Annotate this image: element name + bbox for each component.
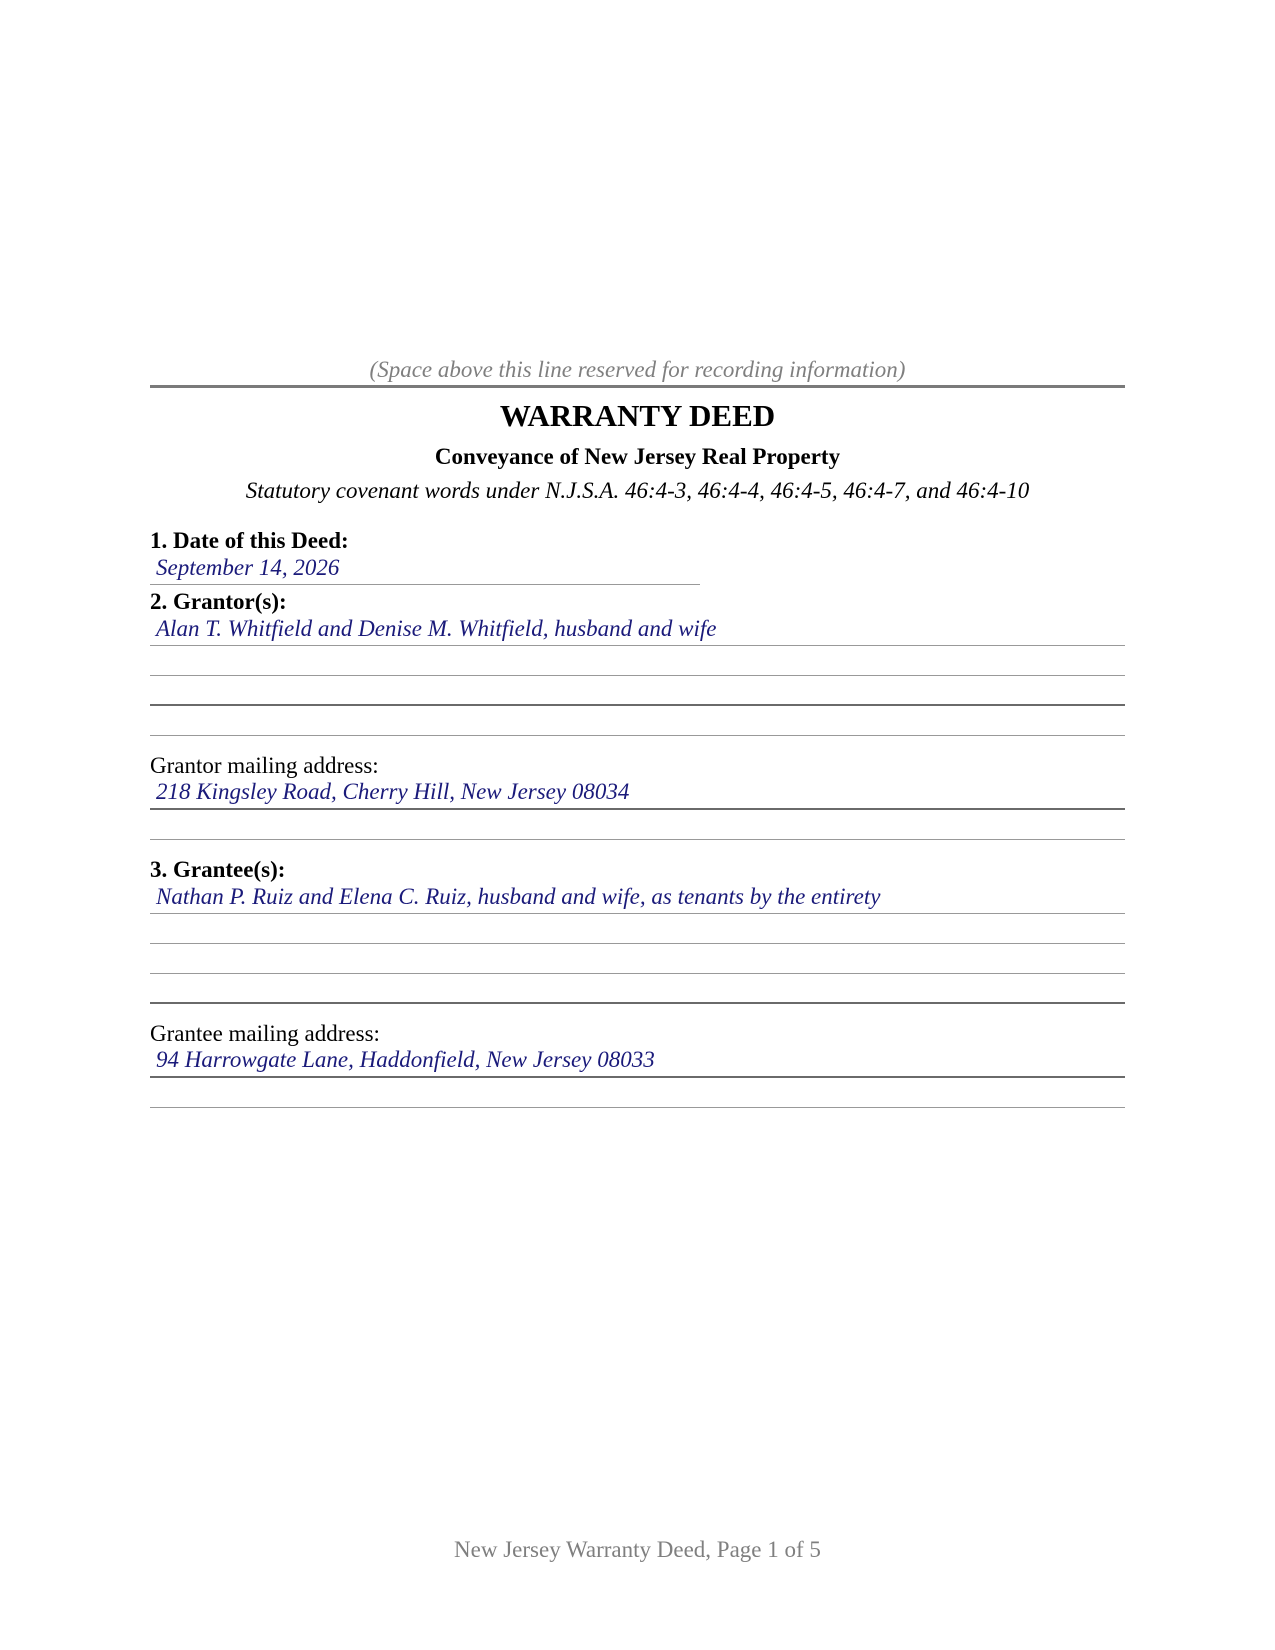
document-title: WARRANTY DEED: [499, 398, 776, 433]
recording-space-note: (Space above this line reserved for recording information): [369, 357, 906, 382]
grantor-field-line-3[interactable]: [150, 676, 1125, 706]
date-value: September 14, 2026: [156, 555, 340, 580]
grantee-field-line-4[interactable]: [150, 974, 1125, 1004]
grantor-heading: 2. Grantor(s):: [150, 589, 287, 614]
grantor-address-label: Grantor mailing address:: [150, 753, 379, 778]
grantee-address-value: 94 Harrowgate Lane, Haddonfield, New Jersey 08033: [156, 1047, 655, 1072]
grantee-address-line-1[interactable]: [150, 1048, 1125, 1078]
recording-divider: [150, 385, 1125, 388]
grantee-field-line-2[interactable]: [150, 914, 1125, 944]
statute-note: Statutory covenant words under N.J.S.A. 46:4-3, 46:4-4, 46:4-5, 46:4-7, and 46:4-10: [245, 478, 1030, 503]
grantor-field-line-1[interactable]: [150, 616, 1125, 646]
deed-content: [150, 356, 1125, 1108]
grantee-address-line-2[interactable]: [150, 1078, 1125, 1108]
grantor-value: Alan T. Whitfield and Denise M. Whitfield, husband and wife: [156, 616, 717, 641]
grantor-field-line-4[interactable]: [150, 706, 1125, 736]
grantor-field-line-2[interactable]: [150, 646, 1125, 676]
grantee-field-line-3[interactable]: [150, 944, 1125, 974]
grantee-heading: 3. Grantee(s):: [150, 857, 286, 882]
page-footer: New Jersey Warranty Deed, Page 1 of 5: [454, 1537, 821, 1562]
grantee-field-line-1[interactable]: [150, 884, 1125, 914]
grantee-value: Nathan P. Ruiz and Elena C. Ruiz, husband and wife, as tenants by the entirety: [156, 884, 881, 909]
grantee-address-label: Grantee mailing address:: [150, 1021, 380, 1046]
grantor-address-line-1[interactable]: [150, 780, 1125, 810]
document-subtitle: Conveyance of New Jersey Real Property: [434, 444, 841, 469]
date-field[interactable]: [150, 555, 700, 585]
date-heading: 1. Date of this Deed:: [150, 528, 349, 553]
grantor-address-line-2[interactable]: [150, 810, 1125, 840]
grantor-address-value: 218 Kingsley Road, Cherry Hill, New Jersey 08034: [156, 779, 630, 804]
